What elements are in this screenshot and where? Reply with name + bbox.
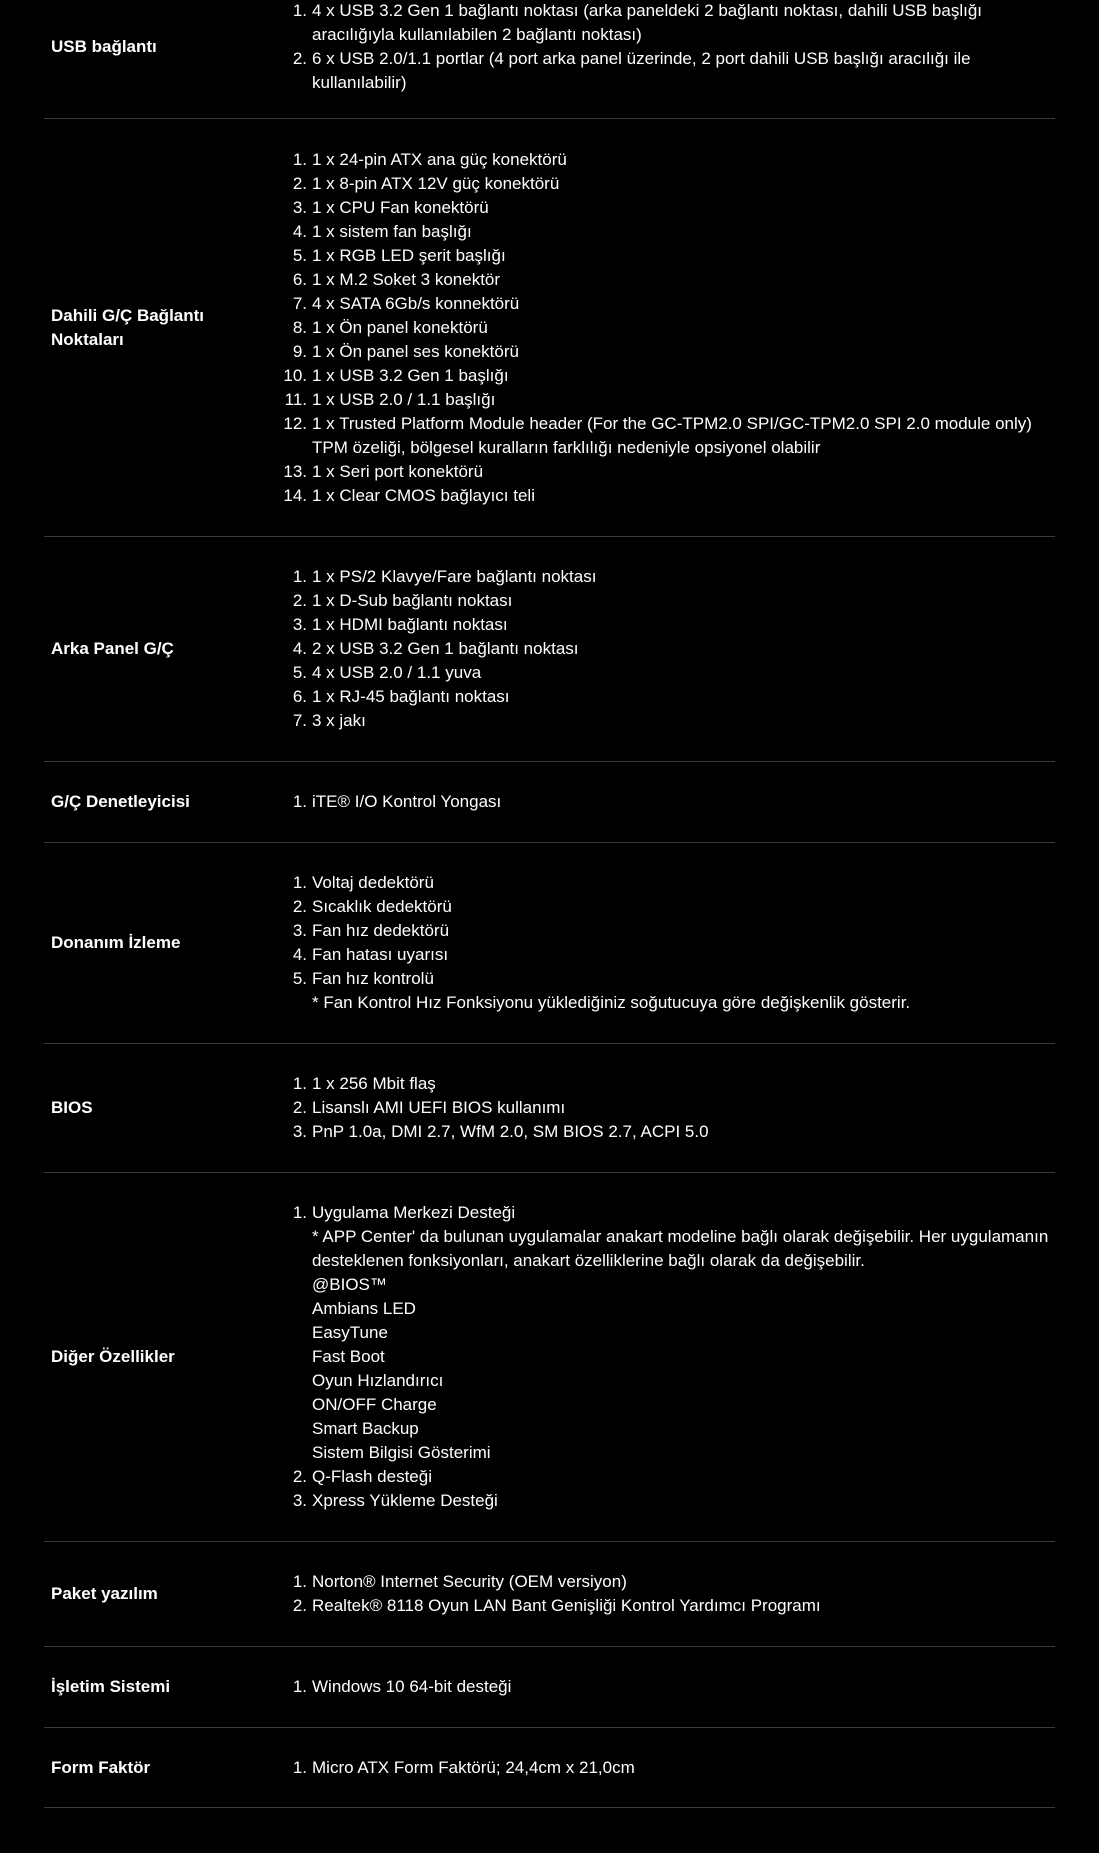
list-item-subline: TPM özeliği, bölgesel kuralların farklılığı nedeniyle opsiyonel olabilir xyxy=(312,437,821,457)
list-item-text: 1 x sistem fan başlığı xyxy=(312,221,472,241)
list-item-number: 2. xyxy=(292,1467,307,1486)
list-item-number: 2. xyxy=(292,897,307,916)
list-item-body xyxy=(312,685,1055,709)
list-item-body xyxy=(312,895,1055,919)
list-item-number: 2. xyxy=(292,591,307,610)
list-item-body xyxy=(312,1594,1055,1618)
list-item-number: 3. xyxy=(292,197,307,217)
spec-value xyxy=(269,1756,1055,1780)
list-item xyxy=(269,967,1055,1015)
spec-label: Diğer Özellikler xyxy=(51,1347,175,1366)
list-item-text: Fan hız dedektörü xyxy=(312,921,450,940)
list-item-body xyxy=(312,613,1055,637)
list-item xyxy=(269,1675,1055,1699)
list-item-number: 13. xyxy=(283,461,307,481)
list-item xyxy=(269,1465,1055,1489)
list-item-body xyxy=(312,943,1055,967)
list-item-text: Voltaj dedektörü xyxy=(312,873,434,892)
list-item-number: 4. xyxy=(292,221,307,241)
list-item-text: 4 x SATA 6Gb/s konnektörü xyxy=(312,293,520,313)
list-item-text: 1 x M.2 Soket 3 konektör xyxy=(312,269,501,289)
list-item-body xyxy=(312,1096,1055,1120)
list-item-text: 1 x 256 Mbit flaş xyxy=(312,1074,436,1093)
spec-value xyxy=(269,1201,1055,1513)
spec-list xyxy=(269,565,1055,733)
spec-value xyxy=(269,1072,1055,1144)
list-item-body xyxy=(312,1465,1055,1489)
spec-list xyxy=(269,1756,1055,1780)
list-item xyxy=(269,412,1055,460)
list-item xyxy=(269,244,1055,268)
list-item-body xyxy=(312,709,1055,733)
list-item-number: 3. xyxy=(292,921,307,940)
spec-label: Donanım İzleme xyxy=(51,933,181,952)
list-item-number: 7. xyxy=(292,293,307,313)
list-item-subline: * Fan Kontrol Hız Fonksiyonu yüklediğiniz soğutucuya göre değişkenlik gösterir. xyxy=(312,993,911,1012)
list-item-body xyxy=(312,1201,1055,1465)
list-item-number: 12. xyxy=(283,413,307,433)
list-item-text: Windows 10 64-bit desteği xyxy=(312,1677,512,1696)
list-item-number: 10. xyxy=(283,365,307,385)
list-item-body xyxy=(312,412,1055,460)
list-item xyxy=(269,364,1055,388)
list-item-text: 2 x USB 3.2 Gen 1 bağlantı noktası xyxy=(312,639,579,658)
list-item-body xyxy=(312,1072,1055,1096)
list-item-number: 1. xyxy=(292,1203,307,1222)
spec-list xyxy=(269,1675,1055,1699)
list-item-body xyxy=(312,220,1055,244)
list-item-body xyxy=(312,661,1055,685)
spec-value xyxy=(269,0,1055,95)
list-item xyxy=(269,460,1055,484)
list-item-body xyxy=(312,919,1055,943)
list-item-text: 1 x USB 2.0 / 1.1 başlığı xyxy=(312,389,496,409)
list-item-body xyxy=(312,1675,1055,1699)
list-item-text: 1 x 24-pin ATX ana güç konektörü xyxy=(312,149,567,169)
list-item-body xyxy=(312,790,1055,814)
list-item xyxy=(269,316,1055,340)
spec-list xyxy=(269,790,1055,814)
list-item-text: Fan hız kontrolü xyxy=(312,969,434,988)
list-item xyxy=(269,0,1055,47)
list-item xyxy=(269,172,1055,196)
list-item xyxy=(269,340,1055,364)
list-item-text: 1 x Clear CMOS bağlayıcı teli xyxy=(312,485,535,505)
list-item-text: 4 x USB 2.0 / 1.1 yuva xyxy=(312,663,482,682)
spec-label: Form Faktör xyxy=(51,1757,151,1777)
list-item-number: 7. xyxy=(292,711,307,730)
list-item-number: 14. xyxy=(283,485,307,505)
list-item-text: Micro ATX Form Faktörü; 24,4cm x 21,0cm xyxy=(312,1757,635,1777)
list-item-text: 1 x RJ-45 bağlantı noktası xyxy=(312,687,510,706)
list-item-body xyxy=(312,1756,1055,1780)
list-item xyxy=(269,1072,1055,1096)
list-item xyxy=(269,919,1055,943)
list-item-number: 5. xyxy=(292,245,307,265)
list-item-number: 4. xyxy=(292,945,307,964)
list-item-body xyxy=(312,565,1055,589)
list-item xyxy=(269,661,1055,685)
spec-label: Paket yazılım xyxy=(51,1584,158,1603)
spec-value xyxy=(269,871,1055,1015)
list-item-number: 4. xyxy=(292,639,307,658)
list-item-subline: Smart Backup xyxy=(312,1419,419,1438)
list-item-number: 1. xyxy=(292,567,307,586)
list-item-body xyxy=(312,388,1055,412)
spec-value xyxy=(269,148,1055,508)
spec-list xyxy=(269,1072,1055,1144)
list-item-text: iTE® I/O Kontrol Yongası xyxy=(312,792,502,811)
list-item-text: 1 x Seri port konektörü xyxy=(312,461,484,481)
list-item-text: Lisanslı AMI UEFI BIOS kullanımı xyxy=(312,1098,566,1117)
list-item-body xyxy=(312,1570,1055,1594)
list-item-text: 1 x Trusted Platform Module header (For the GC-TPM2.0 SPI/GC-TPM2.0 SPI 2.0 module only) xyxy=(312,413,1032,433)
list-item xyxy=(269,268,1055,292)
list-item-body xyxy=(312,460,1055,484)
list-item-text: 1 x RGB LED şerit başlığı xyxy=(312,245,506,265)
list-item-text: 3 x jakı xyxy=(312,711,366,730)
list-item xyxy=(269,637,1055,661)
spec-list xyxy=(269,148,1055,508)
list-item-body xyxy=(312,172,1055,196)
list-item xyxy=(269,1756,1055,1780)
spec-label: Dahili G/Ç Bağlantı Noktaları xyxy=(51,305,205,349)
spec-list xyxy=(269,871,1055,1015)
list-item-body xyxy=(312,1120,1055,1144)
list-item xyxy=(269,871,1055,895)
list-item xyxy=(269,589,1055,613)
list-item-body xyxy=(312,340,1055,364)
list-item-body xyxy=(312,268,1055,292)
list-item-text: Q-Flash desteği xyxy=(312,1467,432,1486)
list-item xyxy=(269,943,1055,967)
list-item-subline: Oyun Hızlandırıcı xyxy=(312,1371,444,1390)
spec-list xyxy=(269,1201,1055,1513)
spec-value xyxy=(269,1570,1055,1618)
spec-label: G/Ç Denetleyicisi xyxy=(51,792,190,811)
spec-list xyxy=(269,0,1055,95)
list-item-number: 2. xyxy=(292,1596,307,1615)
spec-row xyxy=(44,1728,1055,1808)
list-item-text: 1 x Ön panel konektörü xyxy=(312,317,488,337)
list-item-number: 1. xyxy=(292,1757,307,1777)
list-item-number: 1. xyxy=(292,149,307,169)
list-item-body xyxy=(312,637,1055,661)
spec-row xyxy=(44,1542,1055,1647)
list-item-number: 6. xyxy=(292,269,307,289)
list-item-number: 5. xyxy=(292,969,307,988)
list-item xyxy=(269,1096,1055,1120)
list-item-number: 1. xyxy=(292,1677,307,1696)
list-item-body xyxy=(312,589,1055,613)
list-item xyxy=(269,790,1055,814)
list-item-number: 2. xyxy=(292,1098,307,1117)
list-item-number: 1. xyxy=(292,792,307,811)
list-item-text: 1 x CPU Fan konektörü xyxy=(312,197,489,217)
list-item-body xyxy=(312,871,1055,895)
list-item-number: 3. xyxy=(292,1491,307,1510)
list-item-text: Uygulama Merkezi Desteği xyxy=(312,1203,516,1222)
list-item xyxy=(269,613,1055,637)
spec-row xyxy=(44,762,1055,843)
list-item-subline: ON/OFF Charge xyxy=(312,1395,437,1414)
list-item-text: 1 x USB 3.2 Gen 1 başlığı xyxy=(312,365,509,385)
list-item xyxy=(269,1489,1055,1513)
list-item xyxy=(269,709,1055,733)
list-item-number: 1. xyxy=(292,1572,307,1591)
list-item xyxy=(269,1201,1055,1465)
spec-row xyxy=(44,537,1055,762)
list-item-text: Xpress Yükleme Desteği xyxy=(312,1491,498,1510)
list-item-text: 4 x USB 3.2 Gen 1 bağlantı noktası (arka paneldeki 2 bağlantı noktası, dahili USB başlığı aracılığıyla kullanılabilen 2 bağlantı noktası) xyxy=(312,1,983,44)
list-item-body xyxy=(312,47,1055,95)
list-item-body xyxy=(312,967,1055,1015)
list-item xyxy=(269,388,1055,412)
list-item-body xyxy=(312,1489,1055,1513)
spec-value xyxy=(269,1675,1055,1699)
list-item xyxy=(269,47,1055,95)
list-item-text: 1 x Ön panel ses konektörü xyxy=(312,341,519,361)
list-item xyxy=(269,565,1055,589)
list-item xyxy=(269,292,1055,316)
list-item-number: 1. xyxy=(292,1074,307,1093)
list-item-number: 1. xyxy=(292,1,307,20)
spec-label: İşletim Sistemi xyxy=(51,1677,171,1696)
list-item-number: 9. xyxy=(292,341,307,361)
list-item-subline: Fast Boot xyxy=(312,1347,385,1366)
list-item-text: 1 x HDMI bağlantı noktası xyxy=(312,615,508,634)
list-item-body xyxy=(312,292,1055,316)
list-item xyxy=(269,895,1055,919)
list-item-text: Fan hatası uyarısı xyxy=(312,945,449,964)
list-item xyxy=(269,1120,1055,1144)
spec-label: Arka Panel G/Ç xyxy=(51,639,174,658)
spec-row xyxy=(44,1647,1055,1728)
list-item-subline: * APP Center' da bulunan uygulamalar anakart modeline bağlı olarak değişebilir. Her uygulamanın desteklenen fonksiyonları, anakart özelliklerine bağlı olarak da değişebilir. xyxy=(312,1227,1049,1270)
list-item-text: 1 x 8-pin ATX 12V güç konektörü xyxy=(312,173,560,193)
list-item xyxy=(269,685,1055,709)
list-item-number: 5. xyxy=(292,663,307,682)
spec-list xyxy=(269,1570,1055,1618)
list-item-body xyxy=(312,148,1055,172)
list-item-body xyxy=(312,364,1055,388)
list-item-text: 1 x D-Sub bağlantı noktası xyxy=(312,591,513,610)
list-item-number: 2. xyxy=(292,49,307,68)
spec-value xyxy=(269,565,1055,733)
list-item xyxy=(269,1570,1055,1594)
list-item-number: 3. xyxy=(292,615,307,634)
list-item-subline: EasyTune xyxy=(312,1323,388,1342)
list-item-subline: @BIOS™ xyxy=(312,1275,387,1294)
list-item-text: Sıcaklık dedektörü xyxy=(312,897,452,916)
list-item-subline: Sistem Bilgisi Gösterimi xyxy=(312,1443,491,1462)
list-item-text: 6 x USB 2.0/1.1 portlar (4 port arka panel üzerinde, 2 port dahili USB başlığı aracılığı ile kullanılabilir) xyxy=(312,49,971,92)
list-item-body xyxy=(312,244,1055,268)
list-item-body xyxy=(312,0,1055,47)
list-item-subline: Ambians LED xyxy=(312,1299,416,1318)
spec-row xyxy=(44,843,1055,1044)
list-item-number: 6. xyxy=(292,687,307,706)
list-item-number: 8. xyxy=(292,317,307,337)
list-item-number: 3. xyxy=(292,1122,307,1141)
list-item-number: 1. xyxy=(292,873,307,892)
list-item-text: PnP 1.0a, DMI 2.7, WfM 2.0, SM BIOS 2.7, ACPI 5.0 xyxy=(312,1122,709,1141)
spec-value xyxy=(269,790,1055,814)
spec-row xyxy=(44,0,1055,119)
list-item-number: 2. xyxy=(292,173,307,193)
list-item xyxy=(269,484,1055,508)
spec-row xyxy=(44,119,1055,537)
list-item xyxy=(269,196,1055,220)
list-item-text: 1 x PS/2 Klavye/Fare bağlantı noktası xyxy=(312,567,597,586)
list-item-body xyxy=(312,196,1055,220)
list-item-body xyxy=(312,316,1055,340)
list-item-body xyxy=(312,484,1055,508)
list-item xyxy=(269,148,1055,172)
list-item-text: Realtek® 8118 Oyun LAN Bant Genişliği Kontrol Yardımcı Programı xyxy=(312,1596,821,1615)
spec-row xyxy=(44,1173,1055,1542)
spec-label: BIOS xyxy=(51,1098,93,1117)
spec-label: USB bağlantı xyxy=(51,37,157,56)
list-item xyxy=(269,1594,1055,1618)
list-item-text: Norton® Internet Security (OEM versiyon) xyxy=(312,1572,627,1591)
list-item-number: 11. xyxy=(284,389,307,409)
spec-row xyxy=(44,1044,1055,1173)
list-item xyxy=(269,220,1055,244)
